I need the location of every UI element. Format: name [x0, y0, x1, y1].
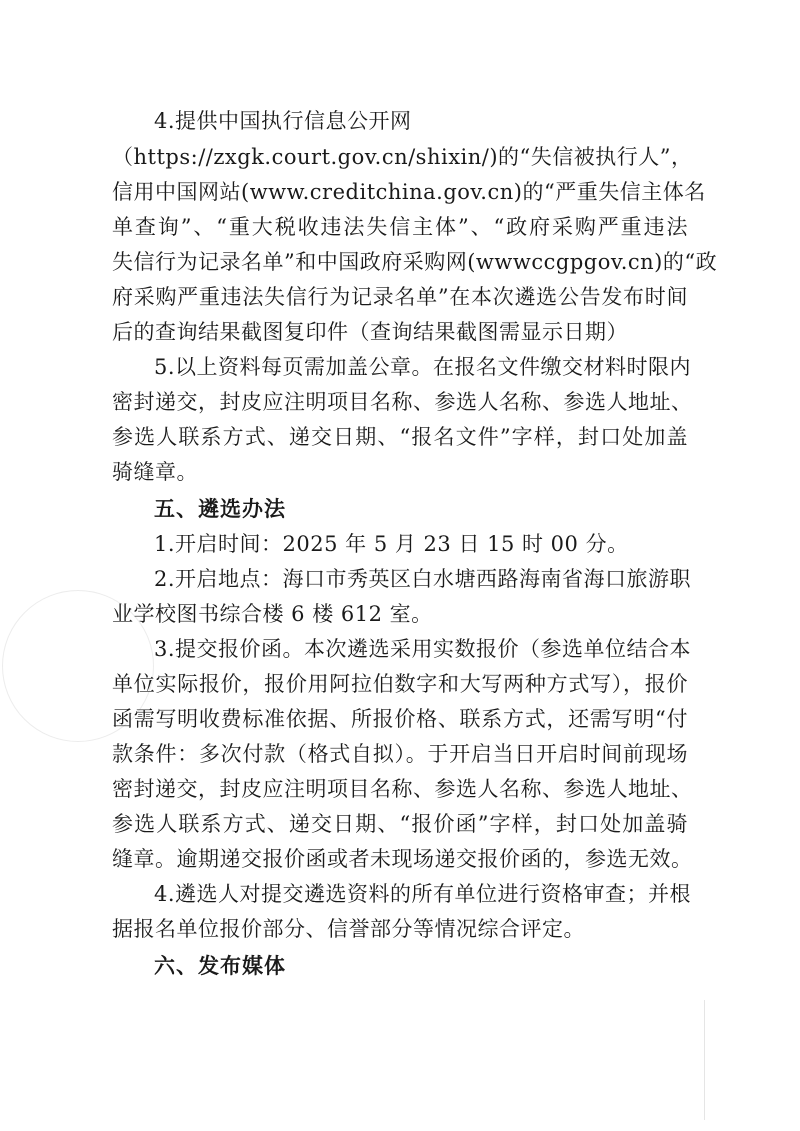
text-line: 参选人联系方式、递交日期、“报价函”字样，封口处加盖骑 [112, 812, 688, 836]
text-line: 据报名单位报价部分、信誉部分等情况综合评定。 [112, 917, 585, 941]
requirement-item-5 [112, 350, 693, 490]
section-heading-publication-media: 六、发布媒体 [154, 954, 286, 978]
text-line: 单查询”、“重大税收违法失信主体”、“政府采购严重违法 [112, 215, 688, 239]
text-line: 骑缝章。 [112, 460, 198, 484]
paper-crease-mark [704, 1000, 705, 1120]
text-line: 3.提交报价函。本次遴选采用实数报价（参选单位结合本 [154, 637, 692, 661]
text-line: 4.遴选人对提交遴选资料的所有单位进行资格审查；并根 [154, 882, 692, 906]
selection-item-2 [112, 562, 692, 632]
text-line: 1.开启时间：2025 年 5 月 23 日 15 时 00 分。 [154, 532, 629, 556]
text-line: 后的查询结果截图复印件（查询结果截图需显示日期） [112, 320, 628, 344]
text-line: 缝章。逾期递交报价函或者未现场递交报价函的，参选无效。 [112, 847, 693, 871]
text-line: 参选人联系方式、递交日期、“报名文件”字样，封口处加盖 [112, 425, 688, 449]
requirement-item-4-title: 4.提供中国执行信息公开网 [154, 109, 412, 133]
selection-item-4 [112, 877, 692, 947]
text-line: 单位实际报价，报价用阿拉伯数字和大写两种方式写），报价 [112, 672, 688, 696]
section-heading-selection-method: 五、遴选办法 [154, 497, 286, 521]
selection-item-3 [112, 632, 693, 877]
text-line: 5.以上资料每页需加盖公章。在报名文件缴交材料时限内 [154, 355, 692, 379]
text-line: 信用中国网站(www.creditchina.gov.cn)的“严重失信主体名 [112, 180, 706, 204]
text-line: 失信行为记录名单”和中国政府采购网(wwwccgpgov.cn)的“政 [112, 250, 718, 274]
text-line: 函需写明收费标准依据、所报价格、联系方式，还需写明“付 [112, 707, 688, 731]
text-line: 款条件：多次付款（格式自拟）。于开启当日开启时间前现场 [112, 742, 688, 766]
text-line: （https://zxgk.court.gov.cn/shixin/)的“失信被执行人”， [112, 145, 693, 169]
text-line: 2.开启地点：海口市秀英区白水塘西路海南省海口旅游职 [154, 567, 692, 591]
document-body [112, 104, 718, 984]
text-line: 业学校图书综合楼 6 楼 612 室。 [112, 602, 433, 626]
text-line: 密封递交，封皮应注明项目名称、参选人名称、参选人地址、 [112, 777, 693, 801]
text-line: 密封递交，封皮应注明项目名称、参选人名称、参选人地址、 [112, 390, 693, 414]
text-line: 府采购严重违法失信行为记录名单”在本次遴选公告发布时间 [112, 285, 688, 309]
requirement-item-4 [112, 104, 718, 350]
selection-item-1 [112, 527, 688, 562]
requirement-item-4-text [112, 140, 718, 350]
